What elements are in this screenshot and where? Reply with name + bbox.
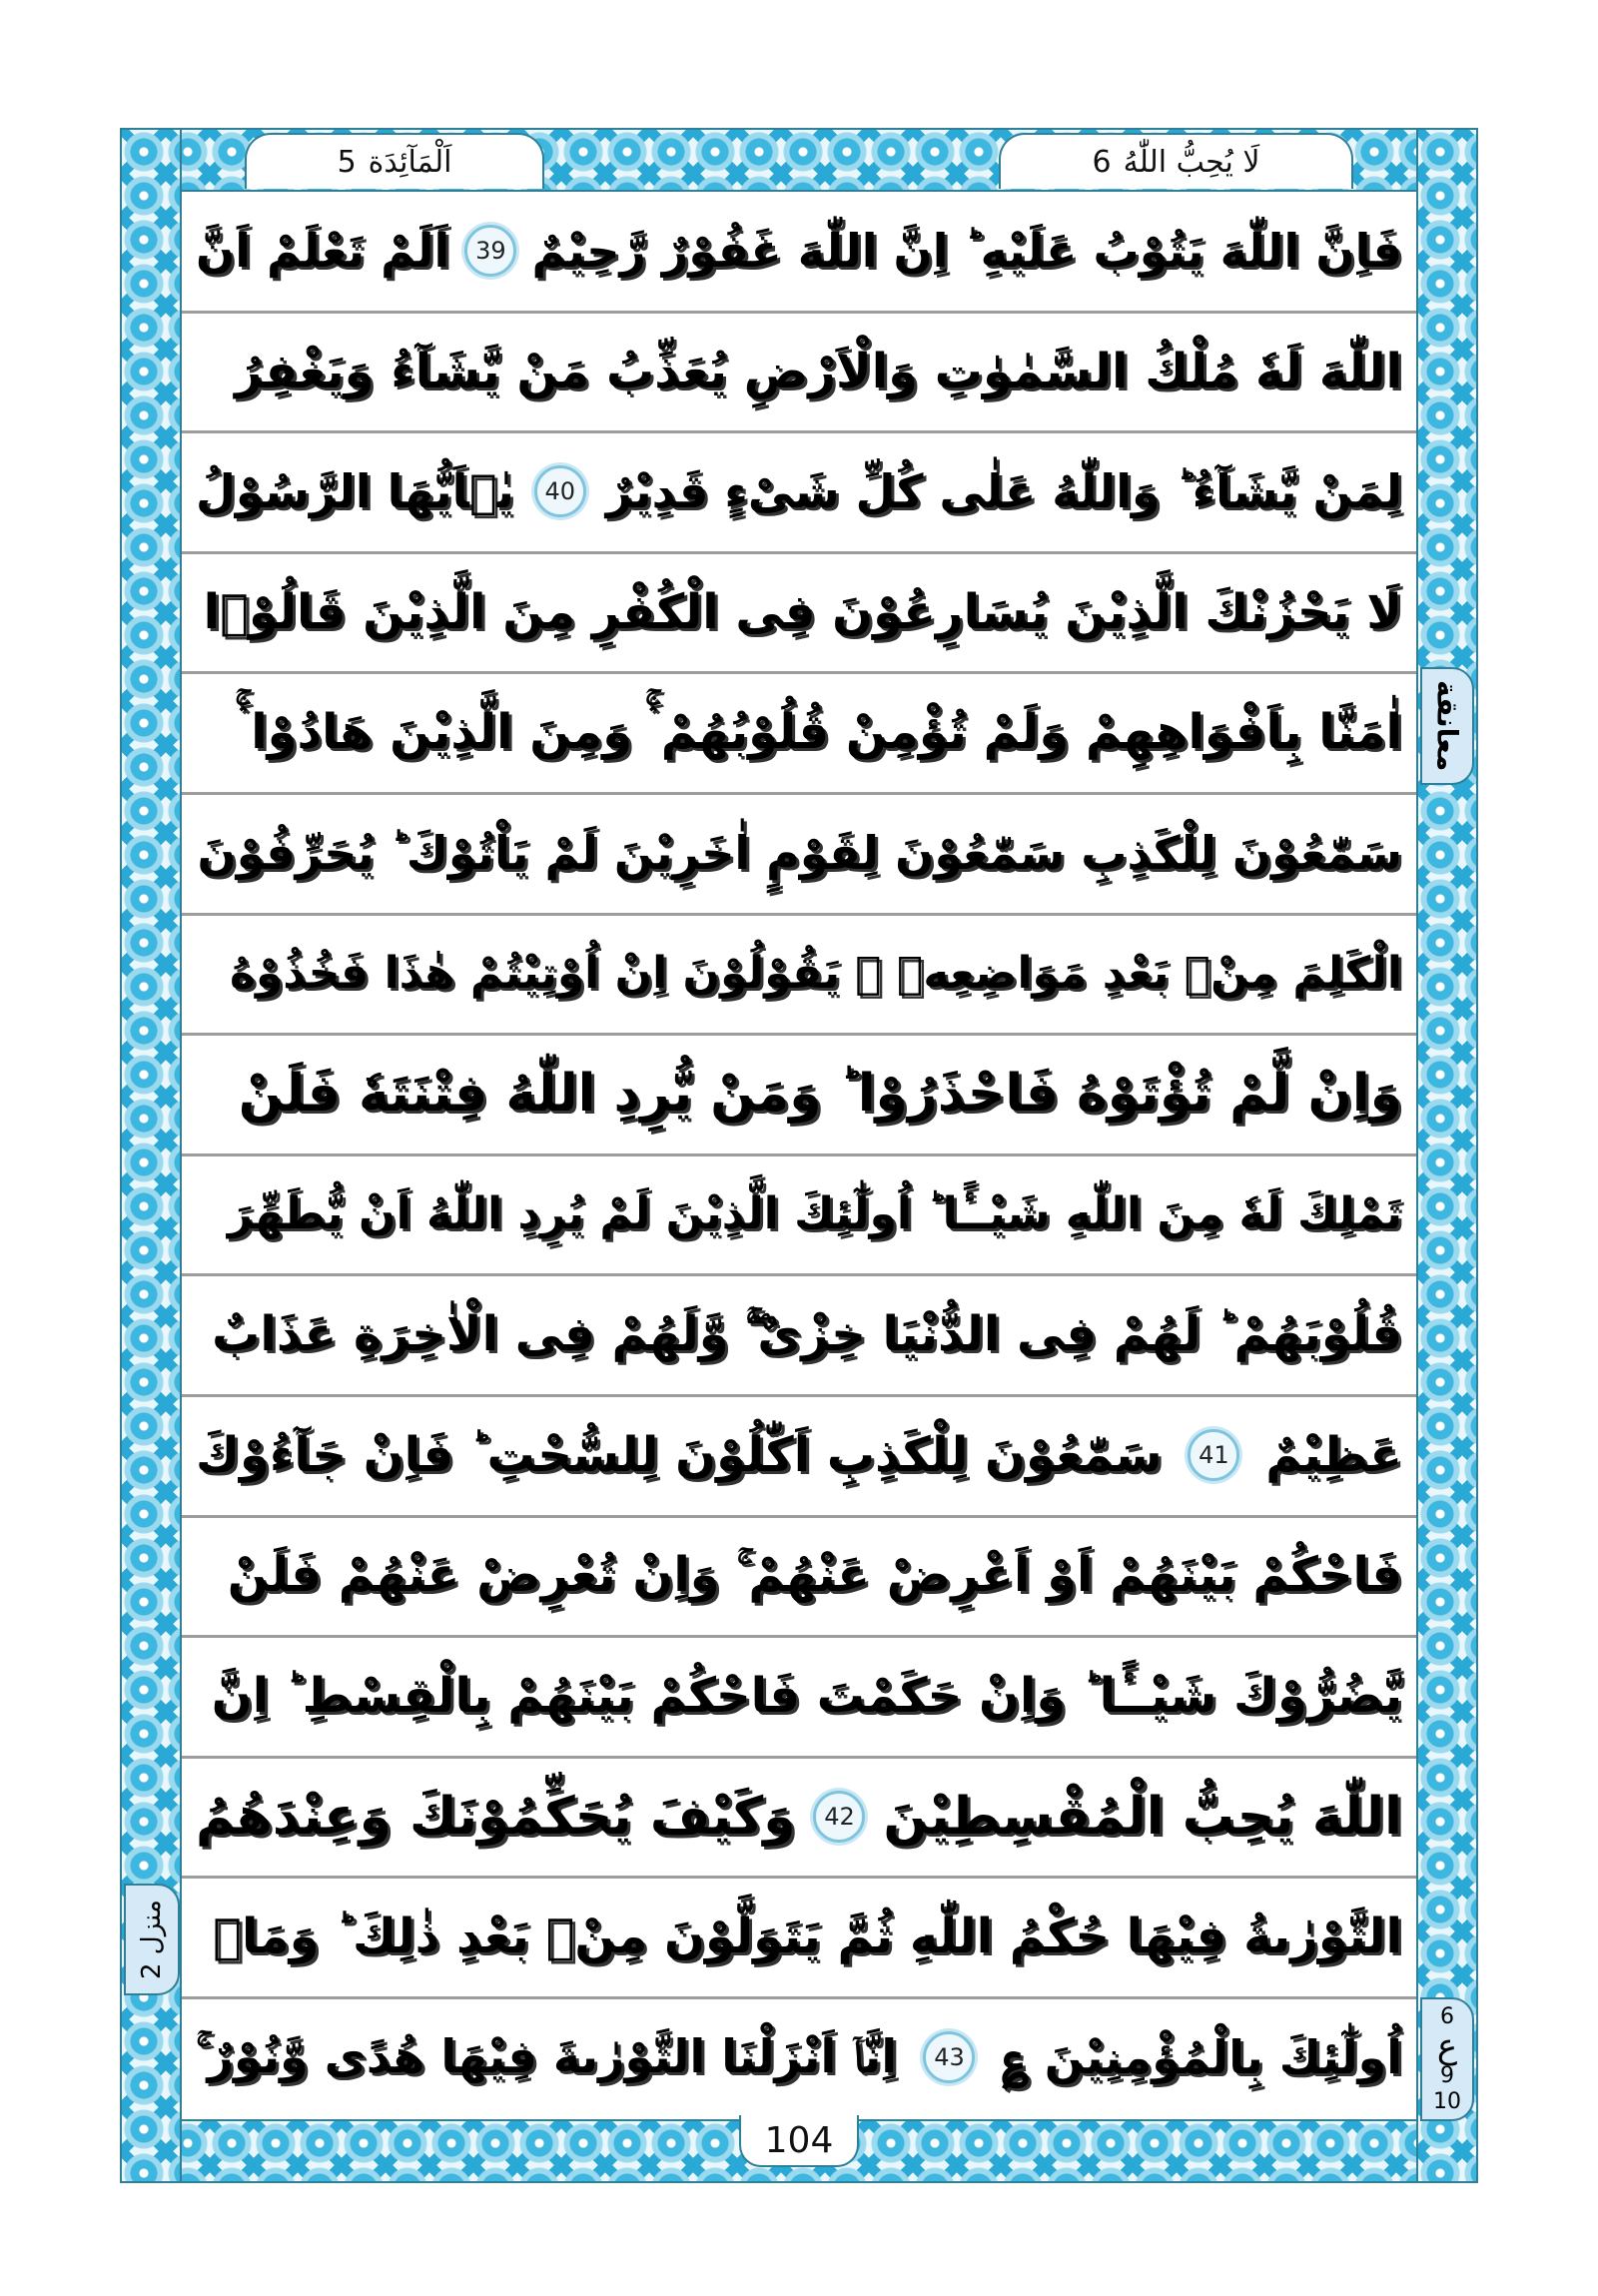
verse-text: سَمّٰعُوْنَ لِلْكَذِبِ اَكّٰلُوْنَ لِلسُّحْتِ ؕ فَاِنْ جَآءُوْكَ	[196, 1427, 1163, 1483]
verse-text: يَّضُرُّوْكَ شَيْــًٔا ؕ وَاِنْ حَكَمْتَ فَاحْكُمْ بَيْنَهُمْ بِالْقِسْطِ ؕ اِنَّ	[211, 1668, 1402, 1725]
text-line	[182, 1396, 1416, 1514]
text-line	[182, 1155, 1416, 1273]
text-line	[182, 1998, 1416, 2116]
verse-text: التَّوْرٰٮةُ فِيْهَا حُكْمُ اللّٰهِ ثُمَّ يَتَوَلَّوْنَ مِنْۢ بَعْدِ ذٰلِكَ ؕ وَمَاۤ	[213, 1909, 1402, 1965]
ayah-end-marker-icon: 40	[534, 465, 586, 517]
verse-text: الْكَلِمَ مِنْۢ بَعْدِ مَوَاضِعِهٖ ۚ يَقُوْلُوْنَ اِنْ اُوْتِيْتُمْ هٰذَا فَخُذُوْهُ	[229, 948, 1402, 1000]
text-line	[182, 1275, 1416, 1393]
text-line	[182, 192, 1416, 310]
verse-text: فَاحْكُمْ بَيْنَهُمْ اَوْ اَعْرِضْ عَنْهُمْ ۚ وَاِنْ تُعْرِضْ عَنْهُمْ فَلَنْ	[227, 1547, 1402, 1604]
surah-name: اَلْمَآئِدَة	[368, 144, 452, 180]
verse-text: تَمْلِكَ لَهٗ مِنَ اللّٰهِ شَيْــًٔا ؕ اُولٰٓئِكَ الَّذِيْنَ لَمْ يُرِدِ اللّٰهُ اَنْ يُّطَهِّرَ	[227, 1188, 1402, 1240]
verse-text: اللّٰهَ يُحِبُّ الْمُقْسِطِيْنَ	[883, 1786, 1402, 1847]
verse-text: لَا يَحْزُنْكَ الَّذِيْنَ يُسَارِعُوْنَ فِى الْكُفْرِ مِنَ الَّذِيْنَ قَالُوْۤا	[203, 583, 1402, 640]
text-line	[182, 553, 1416, 671]
muanaqa-label: معانقة	[1430, 680, 1464, 772]
ornamental-border-left	[120, 128, 182, 2183]
text-line	[182, 432, 1416, 550]
verse-text: اُولٰٓئِكَ بِالْمُؤْمِنِيْنَ ؏	[1001, 2030, 1402, 2084]
verse-text: فَاِنَّ اللّٰهَ يَتُوْبُ عَلَيْهِ ؕ اِنَّ اللّٰهَ غَفُوْرٌ رَّحِيْمٌ	[531, 224, 1402, 278]
text-line	[182, 1758, 1416, 1876]
surah-header	[245, 133, 544, 189]
ayah-end-marker-icon: 42	[813, 1791, 865, 1843]
verse-text: وَاِنْ لَّمْ تُؤْتَوْهُ فَاحْذَرُوْا ؕ وَمَنْ يُّرِدِ اللّٰهُ فِتْنَتَهٗ فَلَنْ	[238, 1064, 1402, 1125]
text-line	[182, 794, 1416, 912]
juz-number: 6	[1092, 144, 1112, 180]
ruku-middle-number: 9	[1440, 2063, 1454, 2089]
verse-text: وَكَيْفَ يُحَكِّمُوْنَكَ وَعِنْدَهُمُ	[196, 1786, 796, 1847]
ayah-end-marker-icon: 41	[1188, 1429, 1239, 1481]
text-line	[182, 313, 1416, 430]
juz-name: لَا يُحِبُّ اللّٰهُ	[1123, 144, 1260, 180]
text-line	[182, 673, 1416, 791]
text-line	[182, 1637, 1416, 1755]
text-line	[182, 915, 1416, 1033]
verse-text: لِمَنْ يَّشَآءُ ؕ وَاللّٰهُ عَلٰى كُلِّ شَىْءٍ قَدِيْرٌ	[605, 464, 1402, 519]
juz-header	[999, 133, 1353, 189]
ruku-ain-icon: ع	[1436, 2026, 1458, 2067]
ayah-end-marker-icon: 39	[464, 225, 516, 277]
surah-number: 5	[337, 144, 357, 180]
page-number: 104	[764, 2119, 834, 2161]
verse-text: اللّٰهَ لَهٗ مُلْكُ السَّمٰوٰتِ وَالْاَرْضِ يُعَذِّبُ مَنْ يَّشَآءُ وَيَغْفِرُ	[235, 343, 1402, 399]
text-line	[182, 1035, 1416, 1152]
verse-text: سَمّٰعُوْنَ لِلْكَذِبِ سَمّٰعُوْنَ لِقَوْمٍ اٰخَرِيْنَ لَمْ يَاْتُوْكَ ؕ يُحَرِّفُوْنَ	[197, 826, 1402, 880]
verse-text: عَظِيْمٌ	[1265, 1427, 1402, 1483]
manzil-marker	[124, 1884, 180, 1995]
ayah-end-marker-icon: 43	[923, 2031, 975, 2083]
ruku-top-number: 6	[1440, 2004, 1454, 2030]
verse-text: اٰمَنَّا بِاَفْوَاهِهِمْ وَلَمْ تُؤْمِنْ قُلُوْبُهُمْ ۛۚ وَمِنَ الَّذِيْنَ هَادُوْا ۛۚ	[239, 703, 1402, 760]
ruku-bottom-number: 10	[1433, 2088, 1461, 2114]
verse-text: يٰۤاَيُّهَا الرَّسُوْلُ	[196, 464, 514, 519]
verse-text: اِنَّاۤ اَنْزَلْنَا التَّوْرٰٮةَ فِيْهَا هُدًى وَّنُوْرٌ ۚ	[196, 2029, 898, 2083]
verse-text: قُلُوْبَهُمْ ؕ لَهُمْ فِى الدُّنْيَا خِزْىٌ ۖۚ وَّلَهُمْ فِى الْاٰخِرَةِ عَذَابٌ	[212, 1305, 1402, 1362]
ruku-marker	[1420, 1997, 1474, 2121]
manzil-label: منزل 2	[137, 1900, 167, 1979]
page-number-box	[739, 2115, 859, 2167]
muanaqa-marker	[1420, 667, 1474, 785]
ornamental-border-right	[1416, 128, 1478, 2183]
text-line	[182, 1517, 1416, 1635]
text-line	[182, 1878, 1416, 1995]
verse-text: اَلَمْ تَعْلَمْ اَنَّ	[196, 224, 450, 278]
